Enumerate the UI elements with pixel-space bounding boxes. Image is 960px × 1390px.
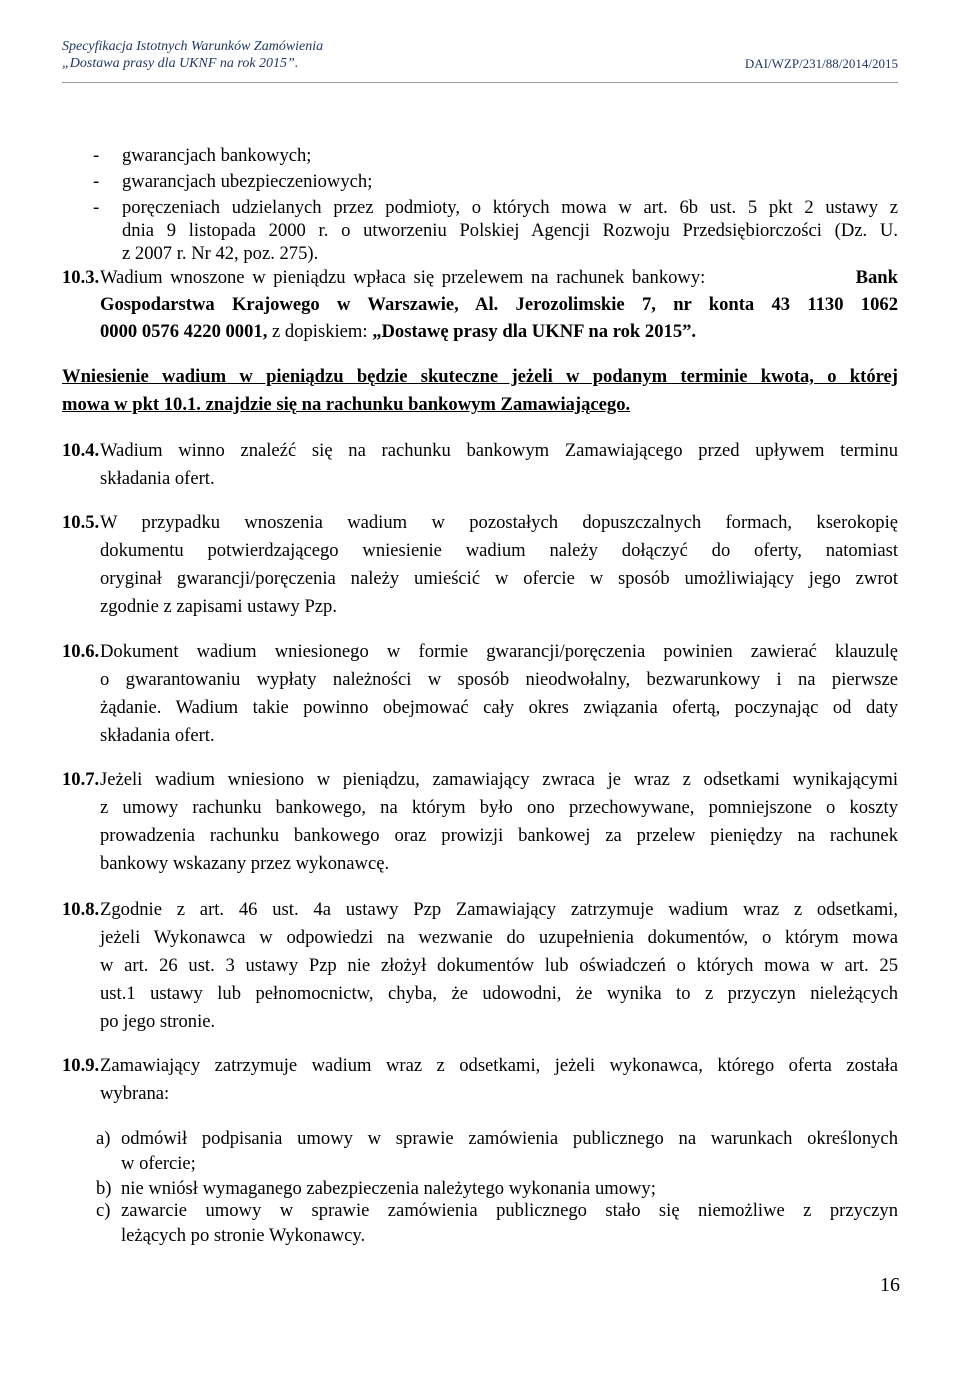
list-item-a-line: odmówił podpisania umowy w sprawie zamówienia publicznego na warunkach określonych bbox=[121, 1128, 898, 1149]
header-spec-title: Specyfikacja Istotnych Warunków Zamówienia bbox=[62, 39, 324, 54]
list-label-b: b) bbox=[96, 1178, 112, 1199]
section-10-5-line: dokumentu potwierdzającego wniesienie wadium należy dołączyć do oferty, natomiast bbox=[100, 540, 898, 561]
section-number-10-3: 10.3. bbox=[62, 267, 100, 288]
section-10-3-line-3 bbox=[100, 321, 696, 343]
section-10-3-line-1 bbox=[100, 267, 898, 289]
section-10-7-line: Jeżeli wadium wniesiono w pieniądzu, zamawiający zwraca je wraz z odsetkami wynikającymi bbox=[100, 769, 898, 790]
section-10-6-line: składania ofert. bbox=[100, 725, 215, 746]
list-item-c-line: leżących po stronie Wykonawcy. bbox=[121, 1225, 366, 1246]
dash-item: gwarancjach ubezpieczeniowych; bbox=[122, 171, 373, 192]
section-10-8-line: ust.1 ustawy lub pełnomocnictw, chyba, że udowodni, że wynika to z przyczyn nieleżących bbox=[100, 983, 898, 1004]
account-number-end: 0000 0576 4220 0001, bbox=[100, 321, 268, 342]
section-number-10-4: 10.4. bbox=[62, 440, 100, 461]
section-10-8-line: Zgodnie z art. 46 ust. 4a ustawy Pzp Zamawiający zatrzymuje wadium wraz z odsetkami, bbox=[100, 899, 898, 920]
header-right bbox=[745, 38, 898, 72]
section-10-7-line: z umowy rachunku bankowego, na którym było ono przechowywane, pomniejszone o koszty bbox=[100, 797, 898, 818]
section-10-4-line: składania ofert. bbox=[100, 468, 215, 489]
section-10-6-line: Dokument wadium wniesionego w formie gwarancji/poręczenia powinien zawierać klauzulę bbox=[100, 641, 898, 662]
section-number-10-6: 10.6. bbox=[62, 641, 100, 662]
section-10-7-line: prowadzenia rachunku bankowego oraz prowizji bankowej za przelew pieniędzy na rachunek bbox=[100, 825, 898, 846]
section-10-9-line: wybrana: bbox=[100, 1083, 170, 1104]
section-10-6-line: żądanie. Wadium takie powinno obejmować cały okres związania ofertą, poczynając od daty bbox=[100, 697, 898, 718]
list-item-a-line: w ofercie; bbox=[121, 1153, 196, 1174]
transfer-note: „Dostawę prasy dla UKNF na rok 2015”. bbox=[372, 321, 697, 342]
dash-item: poręczeniach udzielanych przez podmioty, o których mowa w art. 6b ust. 5 pkt 2 ustawy z bbox=[122, 197, 898, 218]
header-divider bbox=[62, 82, 898, 83]
dash-item: gwarancjach bankowych; bbox=[122, 145, 312, 166]
section-10-8-line: w art. 26 ust. 3 ustawy Pzp nie złożył dokumentów lub oświadczeń o których mowa w art. 25 bbox=[100, 955, 898, 976]
section-10-8-line: po jego stronie. bbox=[100, 1011, 216, 1032]
section-10-3-text: Wadium wnoszone w pieniądzu wpłaca się przelewem na rachunek bankowy: bbox=[100, 267, 706, 288]
deposit-effective-notice: Wniesienie wadium w pieniądzu będzie skuteczne jeżeli w podanym terminie kwota, o której bbox=[62, 366, 898, 387]
header-left bbox=[62, 38, 323, 72]
section-10-9-line: Zamawiający zatrzymuje wadium wraz z odsetkami, jeżeli wykonawca, którego oferta została bbox=[100, 1055, 898, 1076]
bank-account-line: Gospodarstwa Krajowego w Warszawie, Al. Jerozolimskie 7, nr konta 43 1130 1062 bbox=[100, 294, 898, 315]
section-10-6-line: o gwarantowaniu wypłaty należności w sposób nieodwołalny, bezwarunkowy i na pierwsze bbox=[100, 669, 898, 690]
dash-marker: - bbox=[93, 171, 100, 192]
note-label: z dopiskiem: bbox=[272, 321, 368, 342]
section-number-10-5: 10.5. bbox=[62, 512, 100, 533]
section-10-5-line: W przypadku wnoszenia wadium w pozostałych dopuszczalnych formach, kserokopię bbox=[100, 512, 898, 533]
section-number-10-8: 10.8. bbox=[62, 899, 100, 920]
section-10-7-line: bankowy wskazany przez wykonawcę. bbox=[100, 853, 390, 874]
dash-marker: - bbox=[93, 145, 100, 166]
dash-item-continuation: dnia 9 listopada 2000 r. o utworzeniu Polskiej Agencji Rozwoju Przedsiębiorczości (Dz. U. bbox=[122, 220, 898, 241]
list-label-c: c) bbox=[96, 1200, 111, 1221]
deposit-effective-notice-cont: mowa w pkt 10.1. znajdzie się na rachunku bankowym Zamawiającego. bbox=[62, 394, 631, 415]
page-number: 16 bbox=[880, 1274, 900, 1296]
dash-item-continuation: z 2007 r. Nr 42, poz. 275). bbox=[122, 243, 319, 264]
section-10-5-line: oryginał gwarancji/poręczenia należy umieścić w ofercie w sposób umożliwiający jego zwrot bbox=[100, 568, 898, 589]
list-item-c-line: zawarcie umowy w sprawie zamówienia publicznego stało się niemożliwe z przyczyn bbox=[121, 1200, 898, 1221]
list-label-a: a) bbox=[96, 1128, 111, 1149]
section-10-4-line: Wadium winno znaleźć się na rachunku bankowym Zamawiającego przed upływem terminu bbox=[100, 440, 898, 461]
bank-name-start: Bank bbox=[855, 267, 898, 288]
header-reference-id: DAI/WZP/231/88/2014/2015 bbox=[744, 56, 898, 71]
header-subject: „Dostawa prasy dla UKNF na rok 2015”. bbox=[62, 56, 299, 71]
section-10-5-line: zgodnie z zapisami ustawy Pzp. bbox=[100, 596, 338, 617]
dash-marker: - bbox=[93, 197, 100, 218]
section-number-10-7: 10.7. bbox=[62, 769, 100, 790]
list-item-b-line: nie wniósł wymaganego zabezpieczenia należytego wykonania umowy; bbox=[121, 1178, 656, 1199]
section-10-8-line: jeżeli Wykonawca w odpowiedzi na wezwanie do uzupełnienia dokumentów, o którym mowa bbox=[100, 927, 898, 948]
section-number-10-9: 10.9. bbox=[62, 1055, 100, 1076]
